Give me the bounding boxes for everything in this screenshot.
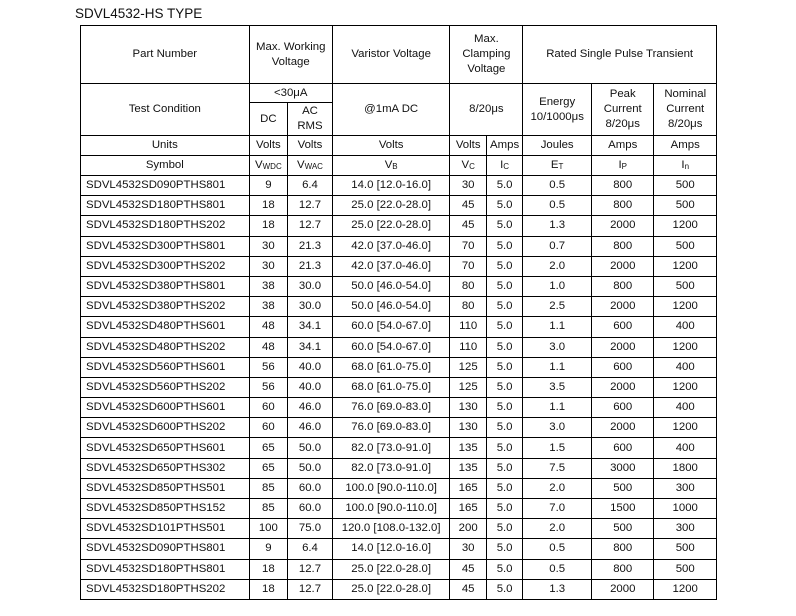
cell-nominal-current: 400	[654, 398, 717, 418]
cell-ac-voltage: 46.0	[288, 398, 333, 418]
cell-clamp-voltage: 70	[450, 256, 486, 276]
cell-energy: 2.0	[523, 478, 592, 498]
cell-clamp-voltage: 45	[450, 216, 486, 236]
cell-ac-voltage: 60.0	[288, 478, 333, 498]
table-row	[81, 539, 717, 559]
cell-clamp-voltage: 165	[450, 478, 486, 498]
unit-ac: Volts	[288, 136, 333, 156]
cell-nominal-current: 500	[654, 559, 717, 579]
table-body	[81, 176, 717, 600]
units-row	[81, 136, 717, 156]
header-max-working-voltage: Max. Working Voltage	[249, 26, 332, 84]
cell-clamp-current: 5.0	[486, 196, 522, 216]
symbol-clamp-voltage: $V_C$	[450, 156, 486, 176]
cell-part-number: SDVL4532SD380PTHS202	[81, 297, 250, 317]
cell-varistor-voltage: 42.0 [37.0-46.0]	[332, 256, 450, 276]
cell-peak-current: 1500	[592, 499, 654, 519]
cell-clamp-voltage: 45	[450, 579, 486, 599]
table-row	[81, 377, 717, 397]
header-clamp-condition: 8/20μs	[450, 84, 523, 136]
header-energy: Energy 10/1000μs	[523, 84, 592, 136]
cell-energy: 3.5	[523, 377, 592, 397]
cell-part-number: SDVL4532SD600PTHS202	[81, 418, 250, 438]
cell-dc-voltage: 30	[249, 236, 288, 256]
cell-dc-voltage: 38	[249, 297, 288, 317]
cell-clamp-voltage: 45	[450, 196, 486, 216]
cell-part-number: SDVL4532SD300PTHS202	[81, 256, 250, 276]
cell-nominal-current: 1200	[654, 418, 717, 438]
table-row	[81, 418, 717, 438]
symbol-varistor: $V_B$	[332, 156, 450, 176]
cell-clamp-current: 5.0	[486, 519, 522, 539]
cell-clamp-voltage: 125	[450, 357, 486, 377]
symbol-peak-current: $I_P$	[592, 156, 654, 176]
cell-clamp-voltage: 110	[450, 337, 486, 357]
cell-dc-voltage: 48	[249, 337, 288, 357]
cell-varistor-voltage: 82.0 [73.0-91.0]	[332, 438, 450, 458]
table-row	[81, 398, 717, 418]
cell-nominal-current: 1200	[654, 256, 717, 276]
cell-peak-current: 500	[592, 478, 654, 498]
cell-nominal-current: 400	[654, 438, 717, 458]
cell-dc-voltage: 65	[249, 438, 288, 458]
cell-ac-voltage: 21.3	[288, 256, 333, 276]
cell-energy: 1.3	[523, 579, 592, 599]
cell-varistor-voltage: 42.0 [37.0-46.0]	[332, 236, 450, 256]
table-row	[81, 297, 717, 317]
unit-energy: Joules	[523, 136, 592, 156]
cell-nominal-current: 1200	[654, 297, 717, 317]
cell-nominal-current: 1800	[654, 458, 717, 478]
header-ac-rms: AC RMS	[288, 103, 333, 136]
unit-nominal-current: Amps	[654, 136, 717, 156]
cell-energy: 2.5	[523, 297, 592, 317]
cell-part-number: SDVL4532SD101PTHS501	[81, 519, 250, 539]
cell-clamp-current: 5.0	[486, 458, 522, 478]
table-row	[81, 196, 717, 216]
cell-nominal-current: 400	[654, 317, 717, 337]
cell-varistor-voltage: 68.0 [61.0-75.0]	[332, 357, 450, 377]
cell-clamp-voltage: 130	[450, 398, 486, 418]
cell-clamp-current: 5.0	[486, 176, 522, 196]
cell-ac-voltage: 12.7	[288, 559, 333, 579]
cell-dc-voltage: 56	[249, 377, 288, 397]
cell-peak-current: 2000	[592, 377, 654, 397]
cell-energy: 7.5	[523, 458, 592, 478]
table-row	[81, 276, 717, 296]
cell-clamp-voltage: 80	[450, 276, 486, 296]
cell-peak-current: 3000	[592, 458, 654, 478]
cell-clamp-voltage: 110	[450, 317, 486, 337]
header-nominal-current: Nominal Current 8/20μs	[654, 84, 717, 136]
header-leakage-condition: <30μA	[249, 84, 332, 103]
cell-nominal-current: 300	[654, 519, 717, 539]
cell-clamp-current: 5.0	[486, 539, 522, 559]
cell-ac-voltage: 75.0	[288, 519, 333, 539]
cell-energy: 1.1	[523, 398, 592, 418]
cell-part-number: SDVL4532SD480PTHS202	[81, 337, 250, 357]
cell-nominal-current: 500	[654, 236, 717, 256]
table-row	[81, 357, 717, 377]
symbol-energy: $E_T$	[523, 156, 592, 176]
symbol-dc: $V_{WDC}$	[249, 156, 288, 176]
cell-energy: 1.5	[523, 438, 592, 458]
cell-peak-current: 800	[592, 196, 654, 216]
cell-part-number: SDVL4532SD180PTHS801	[81, 559, 250, 579]
cell-clamp-current: 5.0	[486, 276, 522, 296]
cell-clamp-voltage: 125	[450, 377, 486, 397]
cell-dc-voltage: 30	[249, 256, 288, 276]
cell-energy: 3.0	[523, 418, 592, 438]
cell-varistor-voltage: 25.0 [22.0-28.0]	[332, 216, 450, 236]
table-row	[81, 478, 717, 498]
cell-ac-voltage: 12.7	[288, 196, 333, 216]
cell-clamp-current: 5.0	[486, 317, 522, 337]
cell-ac-voltage: 12.7	[288, 579, 333, 599]
cell-ac-voltage: 30.0	[288, 276, 333, 296]
cell-part-number: SDVL4532SD850PTHS152	[81, 499, 250, 519]
cell-dc-voltage: 18	[249, 579, 288, 599]
cell-dc-voltage: 85	[249, 499, 288, 519]
cell-ac-voltage: 6.4	[288, 539, 333, 559]
cell-varistor-voltage: 25.0 [22.0-28.0]	[332, 579, 450, 599]
cell-peak-current: 2000	[592, 418, 654, 438]
cell-varistor-voltage: 50.0 [46.0-54.0]	[332, 297, 450, 317]
cell-ac-voltage: 6.4	[288, 176, 333, 196]
cell-energy: 0.5	[523, 539, 592, 559]
unit-dc: Volts	[249, 136, 288, 156]
cell-nominal-current: 500	[654, 176, 717, 196]
cell-dc-voltage: 48	[249, 317, 288, 337]
cell-clamp-voltage: 30	[450, 539, 486, 559]
cell-nominal-current: 1000	[654, 499, 717, 519]
cell-nominal-current: 300	[654, 478, 717, 498]
cell-varistor-voltage: 60.0 [54.0-67.0]	[332, 337, 450, 357]
cell-varistor-voltage: 82.0 [73.0-91.0]	[332, 458, 450, 478]
cell-energy: 1.1	[523, 317, 592, 337]
units-label: Units	[81, 136, 250, 156]
cell-clamp-voltage: 165	[450, 499, 486, 519]
cell-part-number: SDVL4532SD850PTHS501	[81, 478, 250, 498]
cell-energy: 1.0	[523, 276, 592, 296]
table-row	[81, 519, 717, 539]
cell-energy: 0.5	[523, 196, 592, 216]
cell-nominal-current: 1200	[654, 579, 717, 599]
cell-energy: 2.0	[523, 519, 592, 539]
cell-varistor-voltage: 76.0 [69.0-83.0]	[332, 418, 450, 438]
cell-dc-voltage: 100	[249, 519, 288, 539]
header-test-condition: Test Condition	[81, 84, 250, 136]
cell-varistor-voltage: 14.0 [12.0-16.0]	[332, 539, 450, 559]
cell-part-number: SDVL4532SD300PTHS801	[81, 236, 250, 256]
spec-table	[80, 25, 717, 600]
symbol-clamp-current: $I_C$	[486, 156, 522, 176]
cell-clamp-current: 5.0	[486, 236, 522, 256]
cell-energy: 7.0	[523, 499, 592, 519]
cell-peak-current: 2000	[592, 579, 654, 599]
table-row	[81, 176, 717, 196]
cell-varistor-voltage: 60.0 [54.0-67.0]	[332, 317, 450, 337]
unit-peak-current: Amps	[592, 136, 654, 156]
cell-peak-current: 2000	[592, 297, 654, 317]
cell-dc-voltage: 60	[249, 398, 288, 418]
cell-clamp-voltage: 80	[450, 297, 486, 317]
cell-energy: 0.5	[523, 559, 592, 579]
cell-peak-current: 2000	[592, 216, 654, 236]
cell-dc-voltage: 60	[249, 418, 288, 438]
cell-dc-voltage: 38	[249, 276, 288, 296]
table-row	[81, 236, 717, 256]
cell-ac-voltage: 12.7	[288, 216, 333, 236]
cell-ac-voltage: 50.0	[288, 458, 333, 478]
cell-clamp-current: 5.0	[486, 398, 522, 418]
cell-nominal-current: 400	[654, 357, 717, 377]
symbol-ac: $V_{WAC}$	[288, 156, 333, 176]
header-max-clamping-voltage: Max. Clamping Voltage	[450, 26, 523, 84]
cell-clamp-voltage: 30	[450, 176, 486, 196]
cell-part-number: SDVL4532SD480PTHS601	[81, 317, 250, 337]
cell-nominal-current: 1200	[654, 337, 717, 357]
cell-clamp-current: 5.0	[486, 559, 522, 579]
symbol-label: Symbol	[81, 156, 250, 176]
cell-energy: 1.3	[523, 216, 592, 236]
cell-clamp-current: 5.0	[486, 579, 522, 599]
cell-dc-voltage: 9	[249, 539, 288, 559]
cell-ac-voltage: 46.0	[288, 418, 333, 438]
cell-varistor-voltage: 100.0 [90.0-110.0]	[332, 478, 450, 498]
cell-energy: 3.0	[523, 337, 592, 357]
cell-clamp-current: 5.0	[486, 297, 522, 317]
cell-ac-voltage: 21.3	[288, 236, 333, 256]
cell-energy: 2.0	[523, 256, 592, 276]
cell-part-number: SDVL4532SD560PTHS202	[81, 377, 250, 397]
unit-clamp-voltage: Volts	[450, 136, 486, 156]
cell-peak-current: 600	[592, 317, 654, 337]
cell-dc-voltage: 56	[249, 357, 288, 377]
table-row	[81, 499, 717, 519]
table-row	[81, 337, 717, 357]
cell-ac-voltage: 60.0	[288, 499, 333, 519]
header-rated-single-pulse: Rated Single Pulse Transient	[523, 26, 717, 84]
document-title: SDVL4532-HS TYPE	[75, 6, 203, 21]
cell-varistor-voltage: 68.0 [61.0-75.0]	[332, 377, 450, 397]
table-row	[81, 438, 717, 458]
cell-clamp-voltage: 200	[450, 519, 486, 539]
cell-dc-voltage: 18	[249, 216, 288, 236]
cell-nominal-current: 1200	[654, 377, 717, 397]
header-peak-current: Peak Current 8/20μs	[592, 84, 654, 136]
cell-varistor-voltage: 50.0 [46.0-54.0]	[332, 276, 450, 296]
cell-clamp-current: 5.0	[486, 418, 522, 438]
cell-clamp-voltage: 130	[450, 418, 486, 438]
header-varistor-condition: @1mA DC	[332, 84, 450, 136]
cell-varistor-voltage: 14.0 [12.0-16.0]	[332, 176, 450, 196]
cell-varistor-voltage: 25.0 [22.0-28.0]	[332, 559, 450, 579]
cell-varistor-voltage: 25.0 [22.0-28.0]	[332, 196, 450, 216]
cell-part-number: SDVL4532SD650PTHS601	[81, 438, 250, 458]
cell-nominal-current: 500	[654, 276, 717, 296]
cell-part-number: SDVL4532SD180PTHS801	[81, 196, 250, 216]
cell-energy: 1.1	[523, 357, 592, 377]
cell-ac-voltage: 30.0	[288, 297, 333, 317]
cell-clamp-current: 5.0	[486, 438, 522, 458]
cell-peak-current: 500	[592, 519, 654, 539]
cell-nominal-current: 500	[654, 196, 717, 216]
cell-part-number: SDVL4532SD090PTHS801	[81, 176, 250, 196]
unit-varistor: Volts	[332, 136, 450, 156]
cell-clamp-current: 5.0	[486, 499, 522, 519]
cell-dc-voltage: 65	[249, 458, 288, 478]
symbol-row	[81, 156, 717, 176]
cell-nominal-current: 1200	[654, 216, 717, 236]
cell-ac-voltage: 34.1	[288, 337, 333, 357]
header-varistor-voltage: Varistor Voltage	[332, 26, 450, 84]
cell-clamp-voltage: 135	[450, 438, 486, 458]
cell-clamp-voltage: 45	[450, 559, 486, 579]
cell-clamp-current: 5.0	[486, 377, 522, 397]
cell-energy: 0.5	[523, 176, 592, 196]
cell-peak-current: 800	[592, 236, 654, 256]
cell-ac-voltage: 40.0	[288, 377, 333, 397]
cell-clamp-current: 5.0	[486, 256, 522, 276]
cell-dc-voltage: 9	[249, 176, 288, 196]
cell-ac-voltage: 40.0	[288, 357, 333, 377]
unit-clamp-current: Amps	[486, 136, 522, 156]
table-row	[81, 216, 717, 236]
cell-part-number: SDVL4532SD380PTHS801	[81, 276, 250, 296]
cell-part-number: SDVL4532SD600PTHS601	[81, 398, 250, 418]
cell-ac-voltage: 34.1	[288, 317, 333, 337]
table-row	[81, 579, 717, 599]
cell-clamp-current: 5.0	[486, 357, 522, 377]
cell-dc-voltage: 85	[249, 478, 288, 498]
table-row	[81, 559, 717, 579]
cell-varistor-voltage: 76.0 [69.0-83.0]	[332, 398, 450, 418]
cell-peak-current: 600	[592, 438, 654, 458]
cell-clamp-current: 5.0	[486, 216, 522, 236]
cell-part-number: SDVL4532SD090PTHS801	[81, 539, 250, 559]
cell-peak-current: 2000	[592, 337, 654, 357]
cell-clamp-voltage: 135	[450, 458, 486, 478]
cell-part-number: SDVL4532SD560PTHS601	[81, 357, 250, 377]
header-dc: DC	[249, 103, 288, 136]
cell-clamp-voltage: 70	[450, 236, 486, 256]
cell-ac-voltage: 50.0	[288, 438, 333, 458]
cell-peak-current: 800	[592, 559, 654, 579]
cell-clamp-current: 5.0	[486, 478, 522, 498]
header-part-number: Part Number	[81, 26, 250, 84]
cell-peak-current: 800	[592, 539, 654, 559]
table-row	[81, 317, 717, 337]
table-row	[81, 458, 717, 478]
symbol-nominal-current: $I_n$	[654, 156, 717, 176]
cell-peak-current: 800	[592, 276, 654, 296]
cell-peak-current: 600	[592, 398, 654, 418]
cell-varistor-voltage: 100.0 [90.0-110.0]	[332, 499, 450, 519]
cell-dc-voltage: 18	[249, 196, 288, 216]
cell-nominal-current: 500	[654, 539, 717, 559]
cell-peak-current: 2000	[592, 256, 654, 276]
cell-energy: 0.7	[523, 236, 592, 256]
cell-dc-voltage: 18	[249, 559, 288, 579]
table-row	[81, 256, 717, 276]
cell-part-number: SDVL4532SD180PTHS202	[81, 579, 250, 599]
cell-peak-current: 600	[592, 357, 654, 377]
cell-varistor-voltage: 120.0 [108.0-132.0]	[332, 519, 450, 539]
cell-part-number: SDVL4532SD180PTHS202	[81, 216, 250, 236]
cell-part-number: SDVL4532SD650PTHS302	[81, 458, 250, 478]
cell-peak-current: 800	[592, 176, 654, 196]
cell-clamp-current: 5.0	[486, 337, 522, 357]
